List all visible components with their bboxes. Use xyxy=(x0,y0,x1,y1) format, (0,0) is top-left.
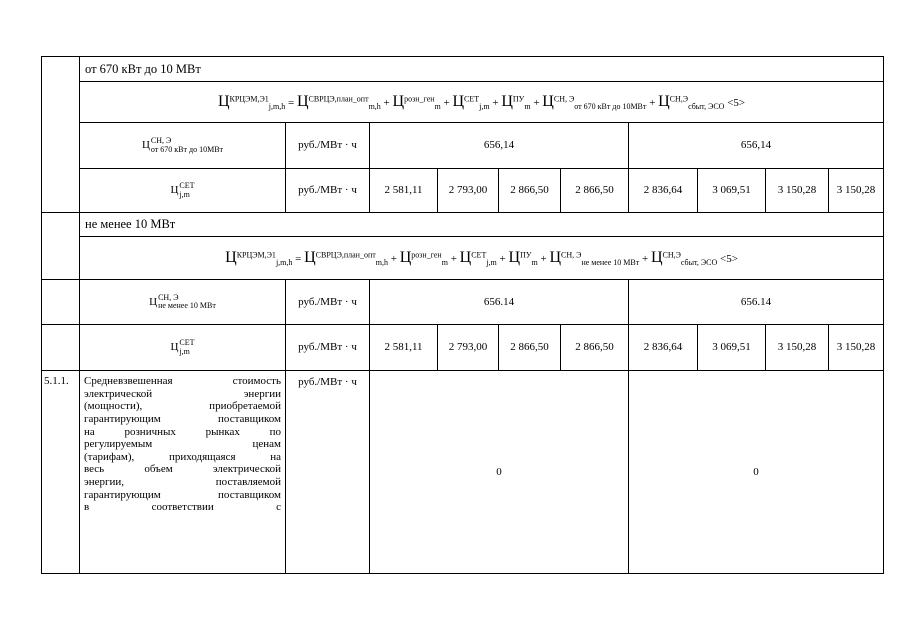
value-cell: 2 793,00 xyxy=(438,169,499,213)
description-line: весь объем электрической xyxy=(84,463,281,476)
value-cell: 2 866,50 xyxy=(499,325,561,371)
section-b-rate-row xyxy=(42,280,884,325)
description-line: регулируемым ценам xyxy=(84,438,281,451)
value-cell: 656,14 xyxy=(629,123,884,169)
value-cell: 2 581,11 xyxy=(370,169,438,213)
value-cell: 656,14 xyxy=(370,123,629,169)
section-b-network-symbol: ЦСЕТ j,m xyxy=(80,325,286,371)
section-b-network-row xyxy=(42,325,884,371)
description-line: на розничных рынках по xyxy=(84,425,281,438)
unit-cell: руб./МВт · ч xyxy=(286,325,370,371)
unit-cell: руб./МВт · ч xyxy=(286,371,370,574)
value-cell: 3 150,28 xyxy=(766,325,829,371)
value-cell: 656.14 xyxy=(629,280,884,325)
unit-cell: руб./МВт · ч xyxy=(286,123,370,169)
unit-cell: руб./МВт · ч xyxy=(286,169,370,213)
description-line: гарантирующим поставщиком xyxy=(84,412,281,425)
value-cell: 3 150,28 xyxy=(829,169,884,213)
item-index: 5.1.1. xyxy=(42,371,80,574)
description-line: гарантирующим поставщиком xyxy=(84,488,281,501)
section-a-label-row xyxy=(42,57,884,82)
empty-index-cell xyxy=(42,213,80,280)
description-line: в соответствии с xyxy=(84,501,281,514)
value-cell: 2 793,00 xyxy=(438,325,499,371)
description-line: Средневзвешенная стоимость xyxy=(84,375,281,387)
description-line: (тарифам), приходящаяся на xyxy=(84,450,281,463)
tariff-table xyxy=(41,56,884,574)
value-cell: 656.14 xyxy=(370,280,629,325)
description-line: энергии, поставляемой xyxy=(84,476,281,489)
section-b-label-row xyxy=(42,213,884,237)
value-cell: 0 xyxy=(370,371,629,574)
item-description xyxy=(80,371,286,574)
value-cell: 2 836,64 xyxy=(629,325,698,371)
value-cell: 2 836,64 xyxy=(629,169,698,213)
empty-index-cell xyxy=(42,325,80,371)
section-a-label: от 670 кВт до 10 МВт xyxy=(80,57,884,82)
section-a-formula: $Ц^{КРЦЭМ,Э1}_{j,m,h} = Ц^{СВРЦЭ,план\_опт}_{m,h} + Ц^{розн\_ген}_m + Ц^{СЕТ}_{j,m} + Ц^{ПУ}_m + Ц^{СН, Э}_{от 670 кВт до 10МВт} + Ц^{СН,Э}_{сбыт, ЭСО} <5>$ xyxy=(80,82,884,123)
item-511-row xyxy=(42,371,884,574)
value-cell: 0 xyxy=(629,371,884,574)
value-cell: 2 866,50 xyxy=(561,169,629,213)
description-line: (мощности), приобретаемой xyxy=(84,400,281,413)
section-a-network-symbol: ЦСЕТ j,m xyxy=(80,169,286,213)
empty-index-cell xyxy=(42,57,80,213)
section-b-label: не менее 10 МВт xyxy=(80,213,884,237)
value-cell: 3 150,28 xyxy=(829,325,884,371)
value-cell: 2 866,50 xyxy=(561,325,629,371)
empty-index-cell xyxy=(42,280,80,325)
value-cell: 3 069,51 xyxy=(698,325,766,371)
value-cell: 3 150,28 xyxy=(766,169,829,213)
description-line: электрической энергии xyxy=(84,387,281,400)
section-b-rate-symbol: ЦСН, Э не менее 10 МВт xyxy=(80,280,286,325)
section-a-rate-symbol: ЦСН, Э от 670 кВт до 10МВт xyxy=(80,123,286,169)
unit-cell: руб./МВт · ч xyxy=(286,280,370,325)
section-a-rate-row xyxy=(42,123,884,169)
value-cell: 2 581,11 xyxy=(370,325,438,371)
section-b-formula: $Ц^{КРЦЭМ,Э1}_{j,m,h} = Ц^{СВРЦЭ,план\_опт}_{m,h} + Ц^{розн\_ген}_m + Ц^{СЕТ}_{j,m} + Ц^{ПУ}_m + Ц^{СН, Э}_{не менее 10 МВт} + Ц^{СН,Э}_{сбыт, ЭСО} <5>$ xyxy=(80,237,884,280)
value-cell: 3 069,51 xyxy=(698,169,766,213)
section-a-network-row xyxy=(42,169,884,213)
section-b-formula-row xyxy=(42,237,884,280)
value-cell: 2 866,50 xyxy=(499,169,561,213)
section-a-formula-row xyxy=(42,82,884,123)
